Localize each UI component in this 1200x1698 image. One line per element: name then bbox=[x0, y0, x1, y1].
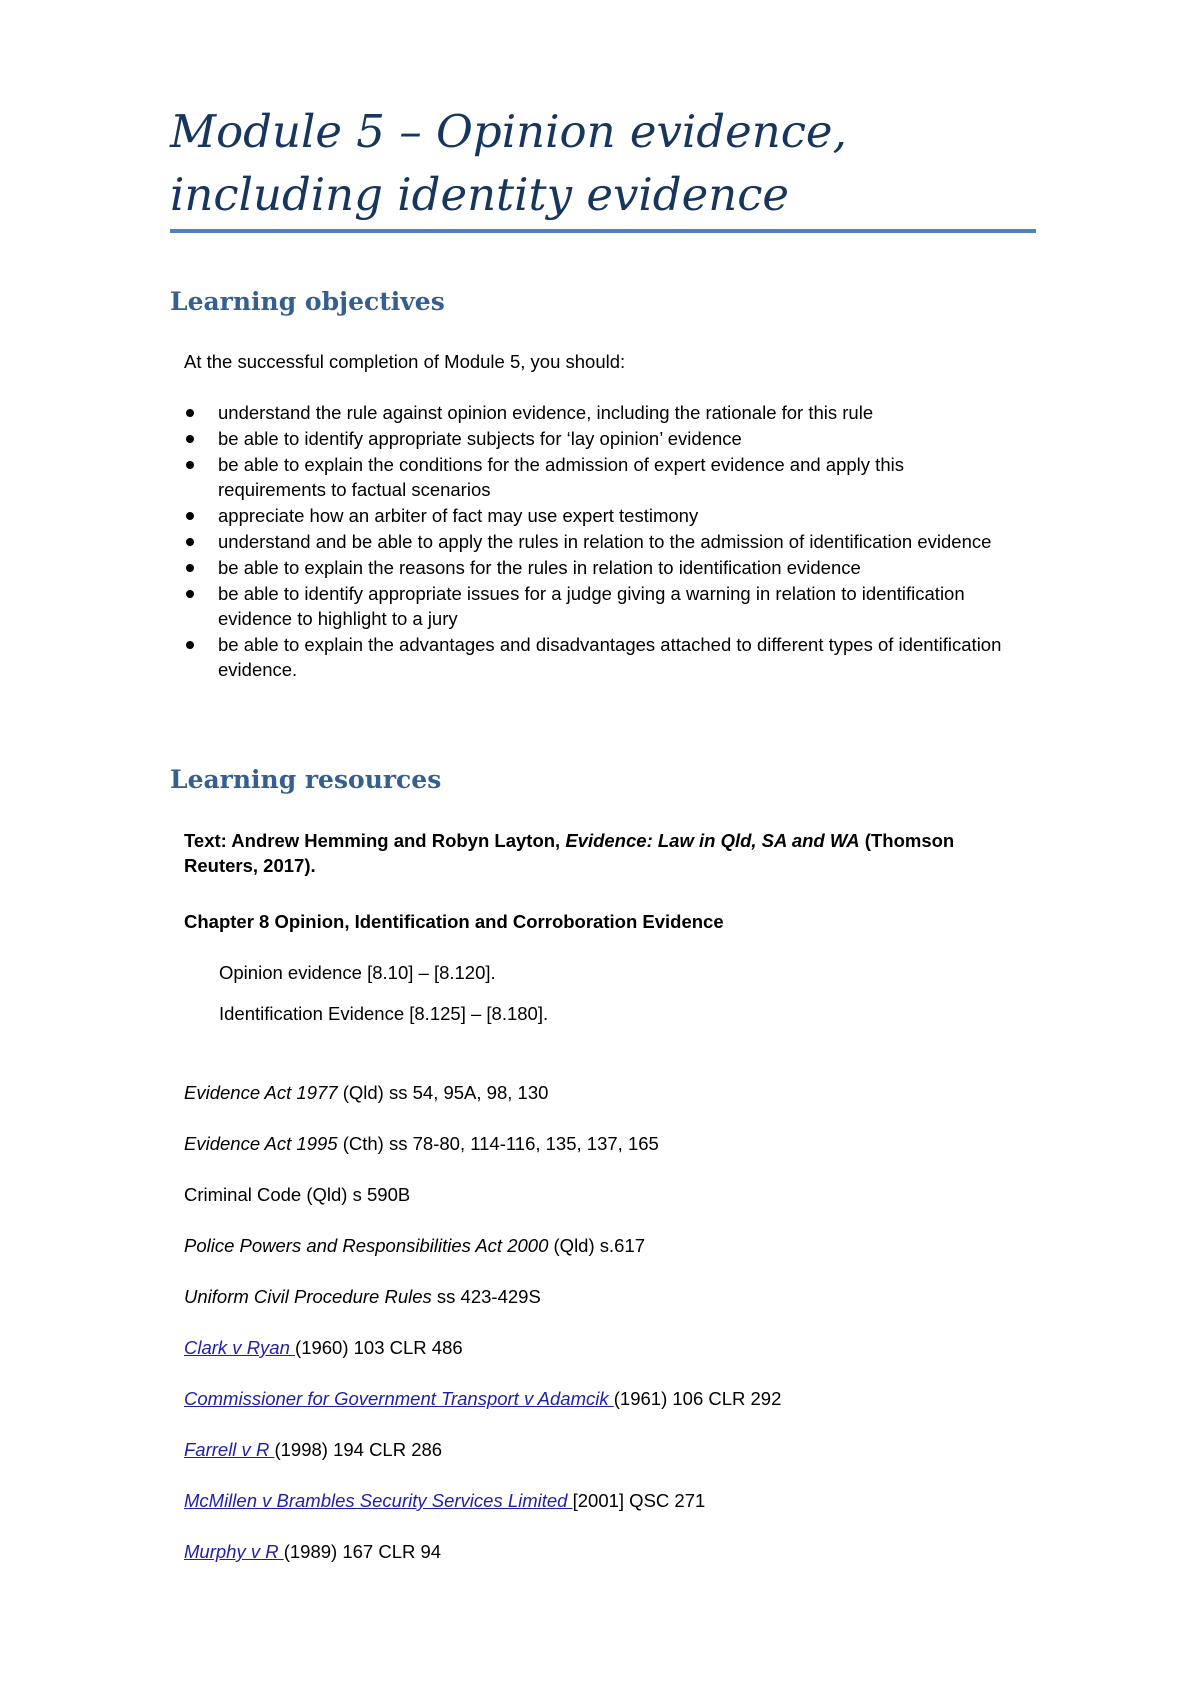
case-item: McMillen v Brambles Security Services Limited [2001] QSC 271 bbox=[184, 1490, 706, 1511]
case-item: Clark v Ryan (1960) 103 CLR 486 bbox=[184, 1337, 463, 1358]
chapter-item: Opinion evidence [8.10] – [8.120]. bbox=[219, 962, 496, 983]
legislation-item: Evidence Act 1977 (Qld) ss 54, 95A, 98, 130 bbox=[184, 1082, 549, 1103]
objective-item: be able to identify appropriate subjects for ‘lay opinion’ evidence bbox=[184, 426, 1004, 451]
chapter-heading: Chapter 8 Opinion, Identification and Corroboration Evidence bbox=[184, 911, 724, 932]
case-link[interactable]: Farrell v R bbox=[184, 1439, 275, 1460]
objective-item: understand and be able to apply the rules in relation to the admission of identification evidence bbox=[184, 529, 1004, 554]
bullet-icon bbox=[186, 409, 194, 417]
bullet-icon bbox=[186, 590, 194, 598]
case-item: Commissioner for Government Transport v Adamcik (1961) 106 CLR 292 bbox=[184, 1388, 782, 1409]
legislation-item: Evidence Act 1995 (Cth) ss 78-80, 114-116, 135, 137, 165 bbox=[184, 1133, 659, 1154]
case-link[interactable]: Commissioner for Government Transport v Adamcik bbox=[184, 1388, 614, 1409]
objectives-intro: At the successful completion of Module 5, you should: bbox=[184, 351, 626, 372]
page-title: Module 5 – Opinion evidence, including identity evidence bbox=[170, 105, 847, 221]
objective-item: be able to identify appropriate issues for a judge giving a warning in relation to identification evidence to highlight to a jury bbox=[184, 581, 1004, 631]
textbook-reference: Text: Andrew Hemming and Robyn Layton, Evidence: Law in Qld, SA and WA (Thomson Reuters, 2017). bbox=[184, 830, 955, 876]
bullet-icon bbox=[186, 512, 194, 520]
objective-item: be able to explain the conditions for the admission of expert evidence and apply this requirements to factual scenarios bbox=[184, 452, 1004, 502]
objective-item: be able to explain the reasons for the rules in relation to identification evidence bbox=[184, 555, 1004, 580]
bullet-icon bbox=[186, 641, 194, 649]
title-underline-rule bbox=[170, 229, 1036, 233]
case-item: Murphy v R (1989) 167 CLR 94 bbox=[184, 1541, 442, 1562]
legislation-item: Criminal Code (Qld) s 590B bbox=[184, 1184, 411, 1205]
case-link[interactable]: McMillen v Brambles Security Services Limited bbox=[184, 1490, 573, 1511]
bullet-icon bbox=[186, 461, 194, 469]
case-link[interactable]: Murphy v R bbox=[184, 1541, 284, 1562]
objective-item: understand the rule against opinion evidence, including the rationale for this rule bbox=[184, 400, 1004, 425]
objective-item: be able to explain the advantages and disadvantages attached to different types of identification evidence. bbox=[184, 632, 1004, 682]
learning-resources-heading: Learning resources bbox=[170, 765, 442, 794]
chapter-item: Identification Evidence [8.125] – [8.180]. bbox=[219, 1003, 549, 1024]
legislation-item: Police Powers and Responsibilities Act 2000 (Qld) s.617 bbox=[184, 1235, 646, 1256]
learning-objectives-heading: Learning objectives bbox=[170, 287, 445, 316]
bullet-icon bbox=[186, 564, 194, 572]
objective-item: appreciate how an arbiter of fact may use expert testimony bbox=[184, 503, 1004, 528]
objectives-list bbox=[184, 400, 1004, 683]
case-link[interactable]: Clark v Ryan bbox=[184, 1337, 296, 1358]
case-item: Farrell v R (1998) 194 CLR 286 bbox=[184, 1439, 443, 1460]
bullet-icon bbox=[186, 538, 194, 546]
legislation-item: Uniform Civil Procedure Rules ss 423-429S bbox=[184, 1286, 541, 1307]
bullet-icon bbox=[186, 435, 194, 443]
